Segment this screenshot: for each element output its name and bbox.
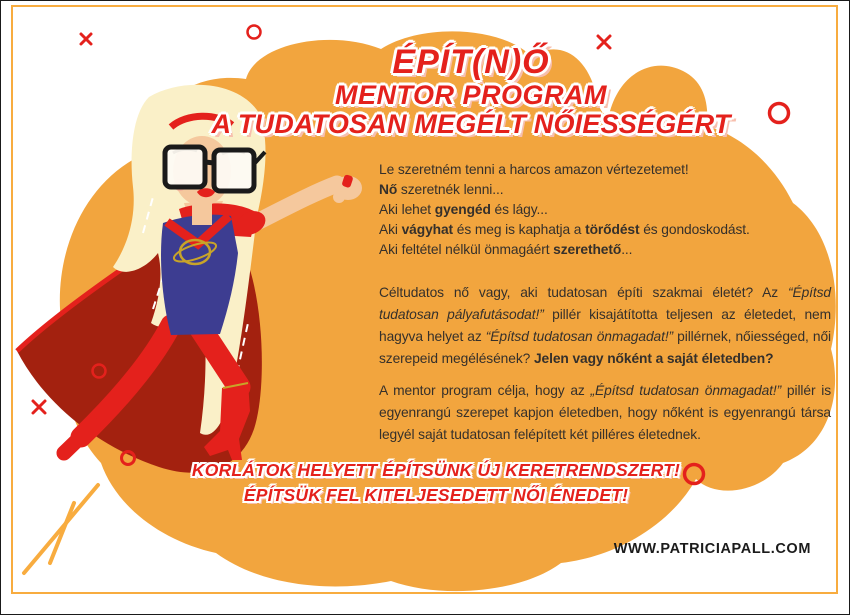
intro-line: Aki vágyhat és meg is kaphatja a törődést és gondoskodást.: [379, 222, 750, 237]
poster-title: [151, 43, 791, 139]
paragraph-program-goal: A mentor program célja, hogy az „Építsd tudatosan önmagadat!” pillér is egyenrangú szerepet kapjon életedben, hogy nőként is egyenrangú társa legyél saját tudatosan felépített két pilléres életednek.: [379, 383, 831, 442]
boot-left: [64, 425, 93, 453]
title-line-3: A TUDATOSAN MEGÉLT NŐIESSÉGÉRT: [211, 109, 731, 139]
cta-line-1: KORLÁTOK HELYETT ÉPÍTSÜNK ÚJ KERETRENDSZERT!: [191, 460, 681, 480]
cta-line-2: ÉPÍTSÜK FEL KITELJESEDETT NŐI ÉNEDET!: [243, 485, 629, 505]
thumb: [333, 191, 345, 203]
glasses: [165, 147, 265, 191]
intro-lines: [379, 160, 837, 260]
intro-line: Aki lehet gyengéd és lágy...: [379, 202, 548, 217]
website-url: WWW.PATRICIAPALL.COM: [613, 541, 811, 557]
title-line-2: MENTOR PROGRAM: [334, 80, 607, 110]
intro-line: Le szeretném tenni a harcos amazon vértezetemet!: [379, 162, 689, 177]
title-line-1: ÉPÍT(N)Ő: [392, 43, 550, 81]
intro-line: Nő szeretnék lenni...: [379, 182, 504, 197]
cta-block: [136, 458, 736, 508]
paragraph-career: Céltudatos nő vagy, aki tudatosan építi szakmai életét? Az “Építsd tudatosan pályafutásodat!” pillér kisajátította teljesen az életedet, nem hagyva helyet az “Építsd tudatosan önmagadat!” pillérnek, nőiességed, női szerepeid megélésének? Jelen vagy nőként a saját életedben?: [379, 285, 832, 366]
intro-line: Aki feltétel nélkül önmagáért szerethető...: [379, 242, 633, 257]
